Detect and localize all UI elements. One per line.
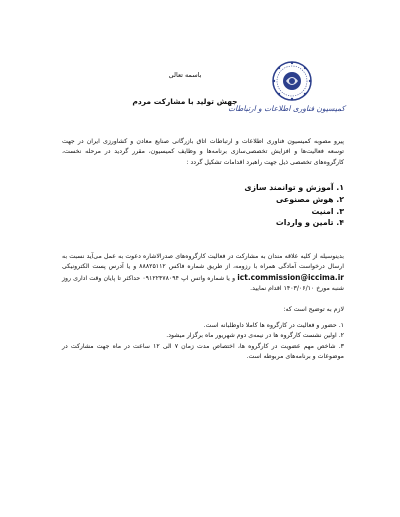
iccima-logo: [252, 60, 332, 102]
working-group-item: ۲. هوش مصنوعی: [275, 194, 344, 204]
basmala: باسمه تعالی: [168, 71, 202, 79]
document-title: جهش تولید با مشارکت مردم: [132, 97, 238, 106]
working-group-item: ۱. آموزش و توانمند سازی: [244, 183, 344, 192]
intro-paragraph: پیرو مصوبه کمیسیون فناوری اطلاعات و ارتباطات اتاق بازرگانی صنایع معادن و کشاورزی ایران در جهت توسعه فعالیت‌ها و افزایش تخصصی‌سازی برنامه‌ها و وظایف کمیسیون، مقرر گردید در مرحله نخست، کارگروه‌های تخصصی ذیل جهت راهبرد اقدامات تشکیل گردد :: [62, 138, 344, 166]
logo-caption: کمیسیون فناوری اطلاعات و ارتباطات: [228, 104, 345, 113]
invitation-text-part2: و یا شماره واتس اپ ۰۹۱۲۲۴۷۸۰۹۴ حداکثر تا پایان وقت اداری روز شنبه مورخ ۱۴۰۳/۰۶/۱۰ اقدام نمایید.: [62, 274, 344, 293]
note-item: ۳. شاخص مهم عضویت در کارگروه ها، اختصاص مدت زمان ۷ الی ۱۲ ساعت در ماه جهت مشارکت در موضوعات و برنامه‌های مربوطه است.: [62, 342, 344, 361]
notes-list: [62, 321, 344, 363]
working-group-item: ۴. تامین و واردات: [275, 218, 344, 228]
contact-email: ict.commission@iccima.ir: [237, 272, 345, 282]
note-item: ۱. حضور و فعالیت در کارگروه ها کاملا داوطلبانه است.: [203, 322, 344, 329]
working-group-item: ۳. امنیت: [311, 206, 344, 216]
note-item: ۲. اولین نشست کارگروه ها در نیمه‌ی دوم شهریور ماه برگزار میشود.: [166, 332, 344, 340]
working-groups-list: [180, 182, 344, 229]
invitation-text-part1: بدینوسیله از کلیه علاقه مندان به مشارکت در فعالیت کارگروه‌های صدرالاشاره دعوت به عمل می‌آید نسبت به ارسال درخواست آمادگی همراه با رزومه، از طریق شماره فاکس ۸۸۸۲۵۱۱۲ و یا آدرس پست الکترونیکی: [62, 253, 345, 271]
invitation-paragraph: [62, 252, 344, 302]
note-heading: لازم به توضیح است که:: [283, 306, 344, 313]
